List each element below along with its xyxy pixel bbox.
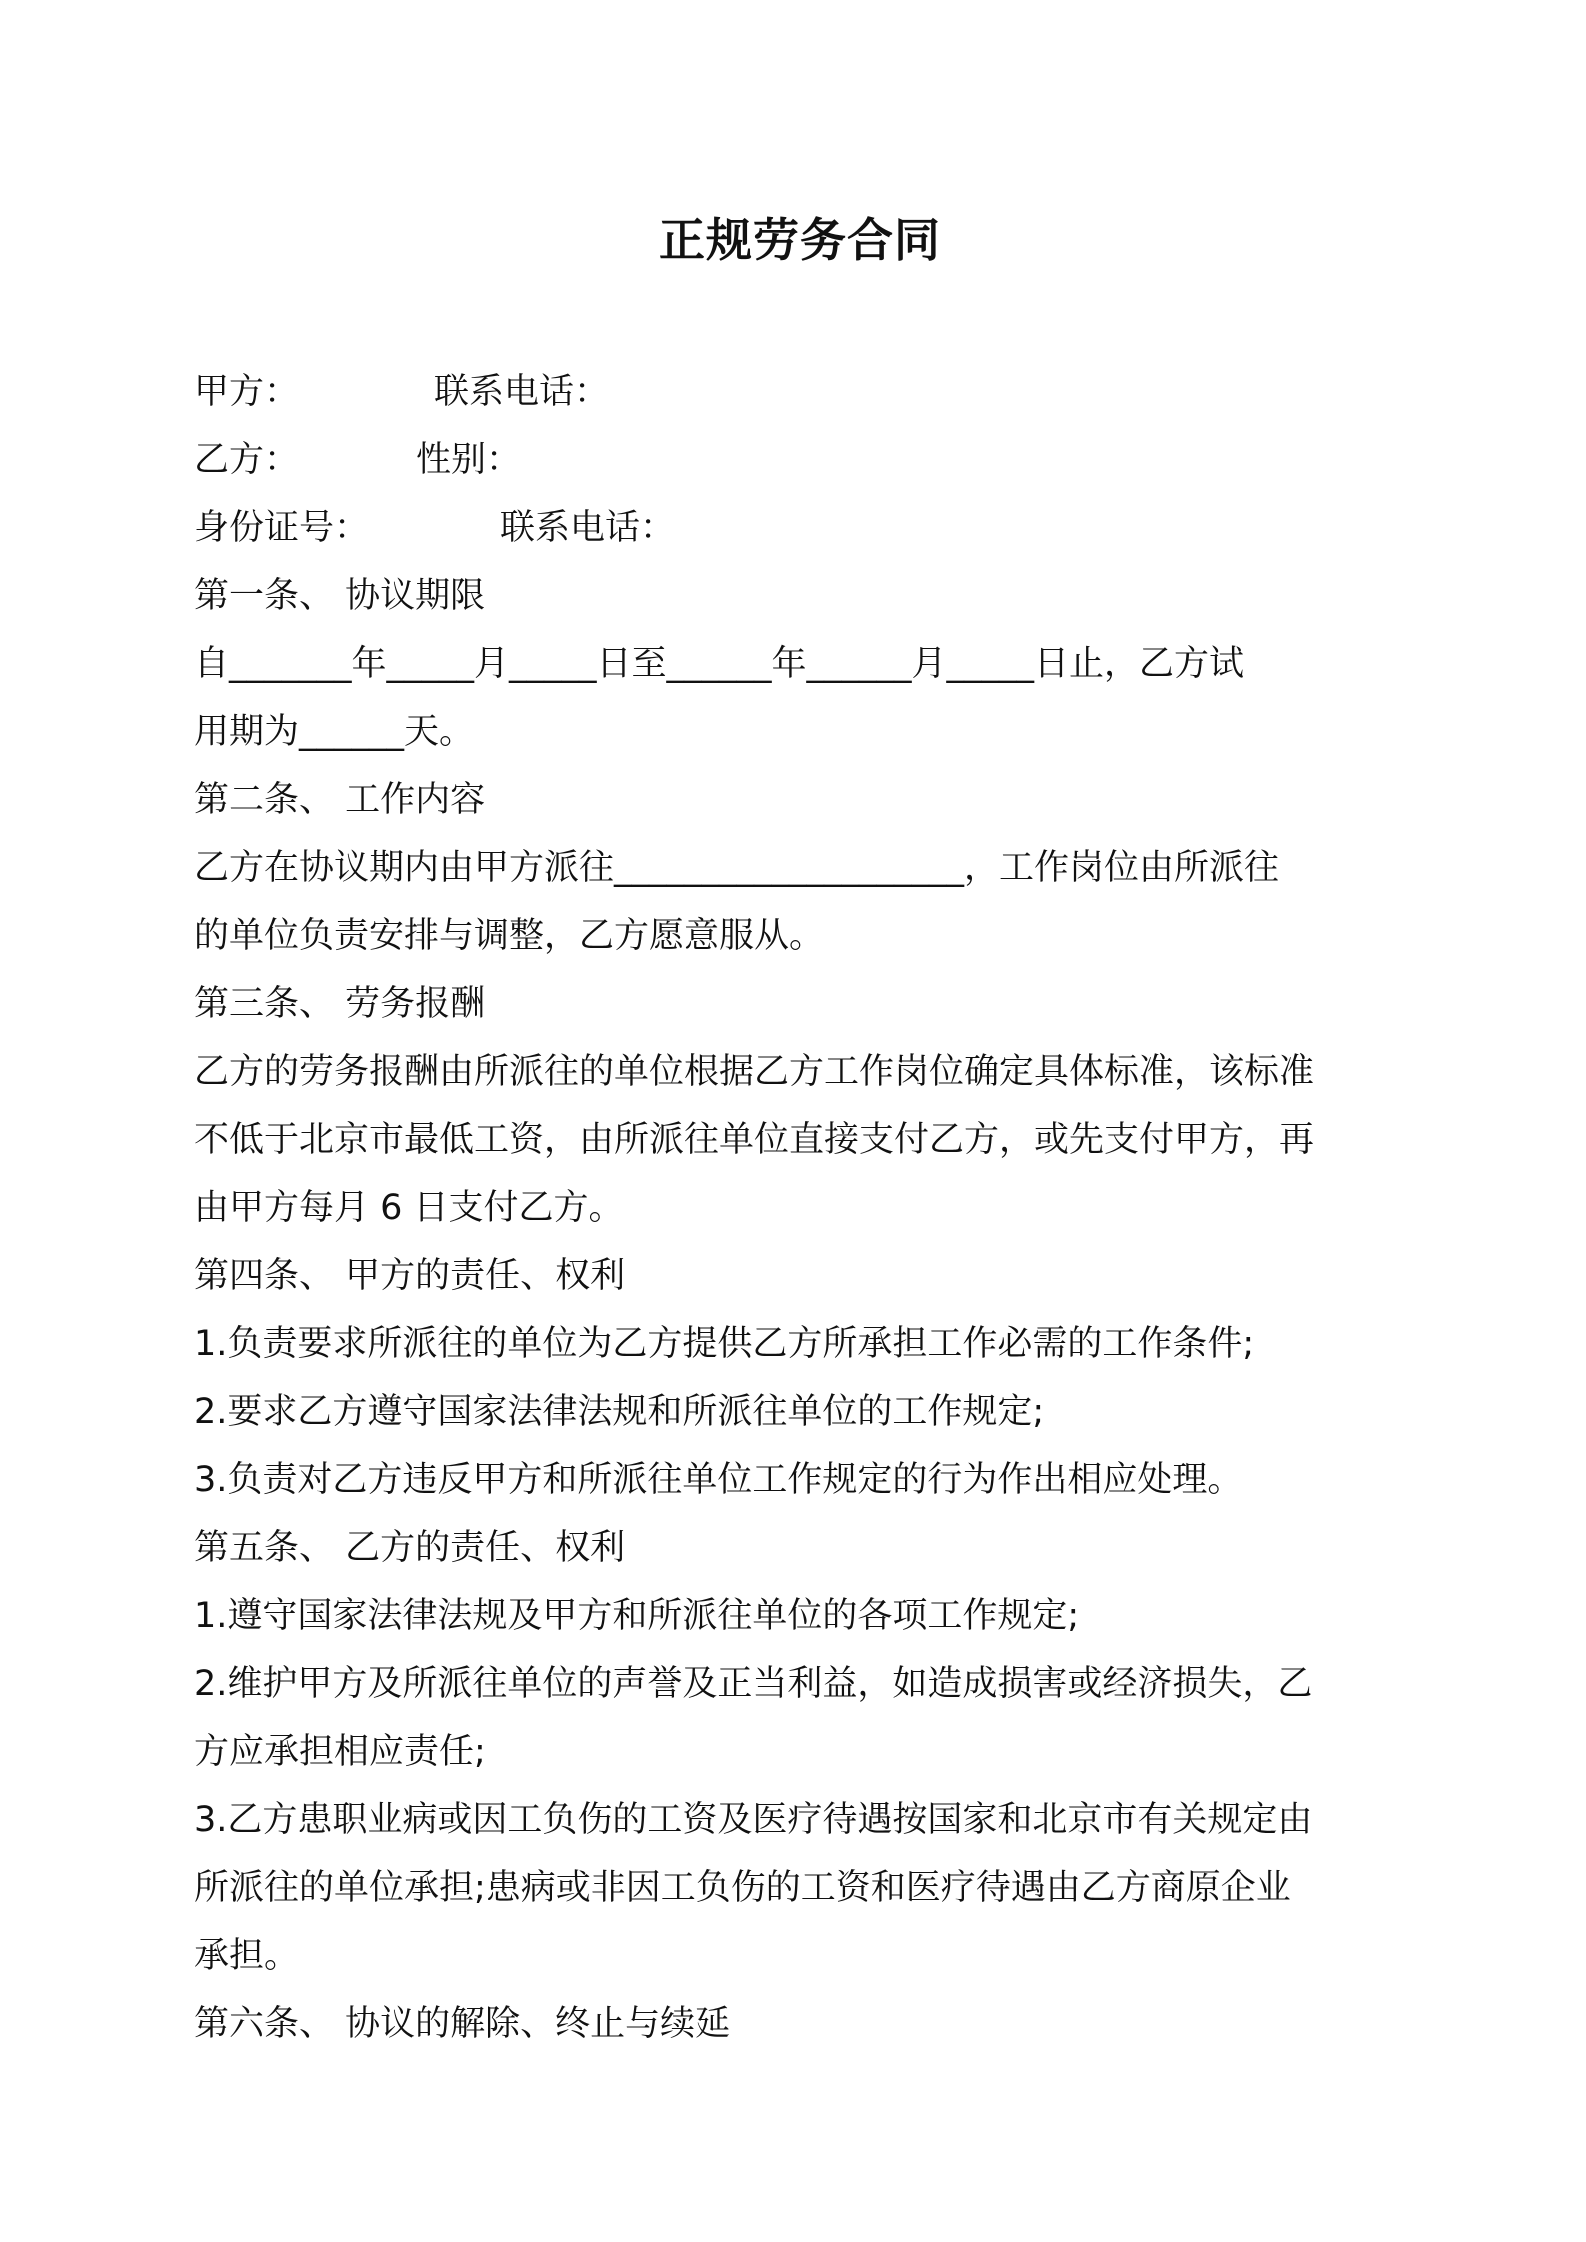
id-number-line	[194, 494, 1404, 562]
paragraph-line: 由甲方每月 6 日支付乙方。	[194, 1188, 624, 1228]
list-item-continued: 方应承担相应责任;	[194, 1732, 486, 1772]
party-b-label: 乙方：	[194, 440, 300, 480]
list-item: 1.遵守国家法律法规及甲方和所派往单位的各项工作规定;	[194, 1596, 1080, 1636]
paragraph-line: 自_______年_____月_____日至______年______月_____日止，乙方试	[194, 644, 1245, 684]
paragraph-line: 乙方在协议期内由甲方派往____________________，工作岗位由所派往	[194, 848, 1280, 888]
list-item: 1.负责要求所派往的单位为乙方提供乙方所承担工作必需的工作条件;	[194, 1324, 1255, 1364]
article-3-heading: 第三条、 劳务报酬	[194, 984, 486, 1024]
party-a-line	[194, 358, 1404, 426]
list-item: 2.维护甲方及所派往单位的声誉及正当利益，如造成损害或经济损失，乙	[194, 1664, 1313, 1704]
paragraph-line: 不低于北京市最低工资，由所派往单位直接支付乙方，或先支付甲方，再	[194, 1120, 1315, 1160]
list-item-continued: 所派往的单位承担;患病或非因工负伤的工资和医疗待遇由乙方商原企业	[194, 1868, 1291, 1908]
list-item-continued: 承担。	[194, 1936, 300, 1976]
document-title: 正规劳务合同	[659, 213, 941, 267]
party-a-label: 甲方：	[194, 372, 300, 412]
party-b-gender-label: 性别：	[416, 440, 522, 480]
list-item: 2.要求乙方遵守国家法律法规和所派往单位的工作规定;	[194, 1392, 1045, 1432]
party-b-line	[194, 426, 1404, 494]
id-phone-label: 联系电话：	[500, 508, 676, 548]
party-a-phone-label: 联系电话：	[434, 372, 610, 412]
list-item: 3.负责对乙方违反甲方和所派往单位工作规定的行为作出相应处理。	[194, 1460, 1243, 1500]
article-2-heading: 第二条、 工作内容	[194, 780, 486, 820]
paragraph-line: 乙方的劳务报酬由所派往的单位根据乙方工作岗位确定具体标准，该标准	[194, 1052, 1315, 1092]
article-1-heading: 第一条、 协议期限	[194, 576, 486, 616]
list-item: 3.乙方患职业病或因工负伤的工资及医疗待遇按国家和北京市有关规定由	[194, 1800, 1313, 1840]
article-5-heading: 第五条、 乙方的责任、权利	[194, 1528, 626, 1568]
article-6-heading: 第六条、 协议的解除、终止与续延	[194, 2004, 731, 2044]
paragraph-line: 用期为______天。	[194, 712, 475, 752]
contract-body	[194, 358, 1404, 2058]
article-4-heading: 第四条、 甲方的责任、权利	[194, 1256, 626, 1296]
id-number-label: 身份证号：	[194, 508, 370, 548]
paragraph-line: 的单位负责安排与调整，乙方愿意服从。	[194, 916, 825, 956]
